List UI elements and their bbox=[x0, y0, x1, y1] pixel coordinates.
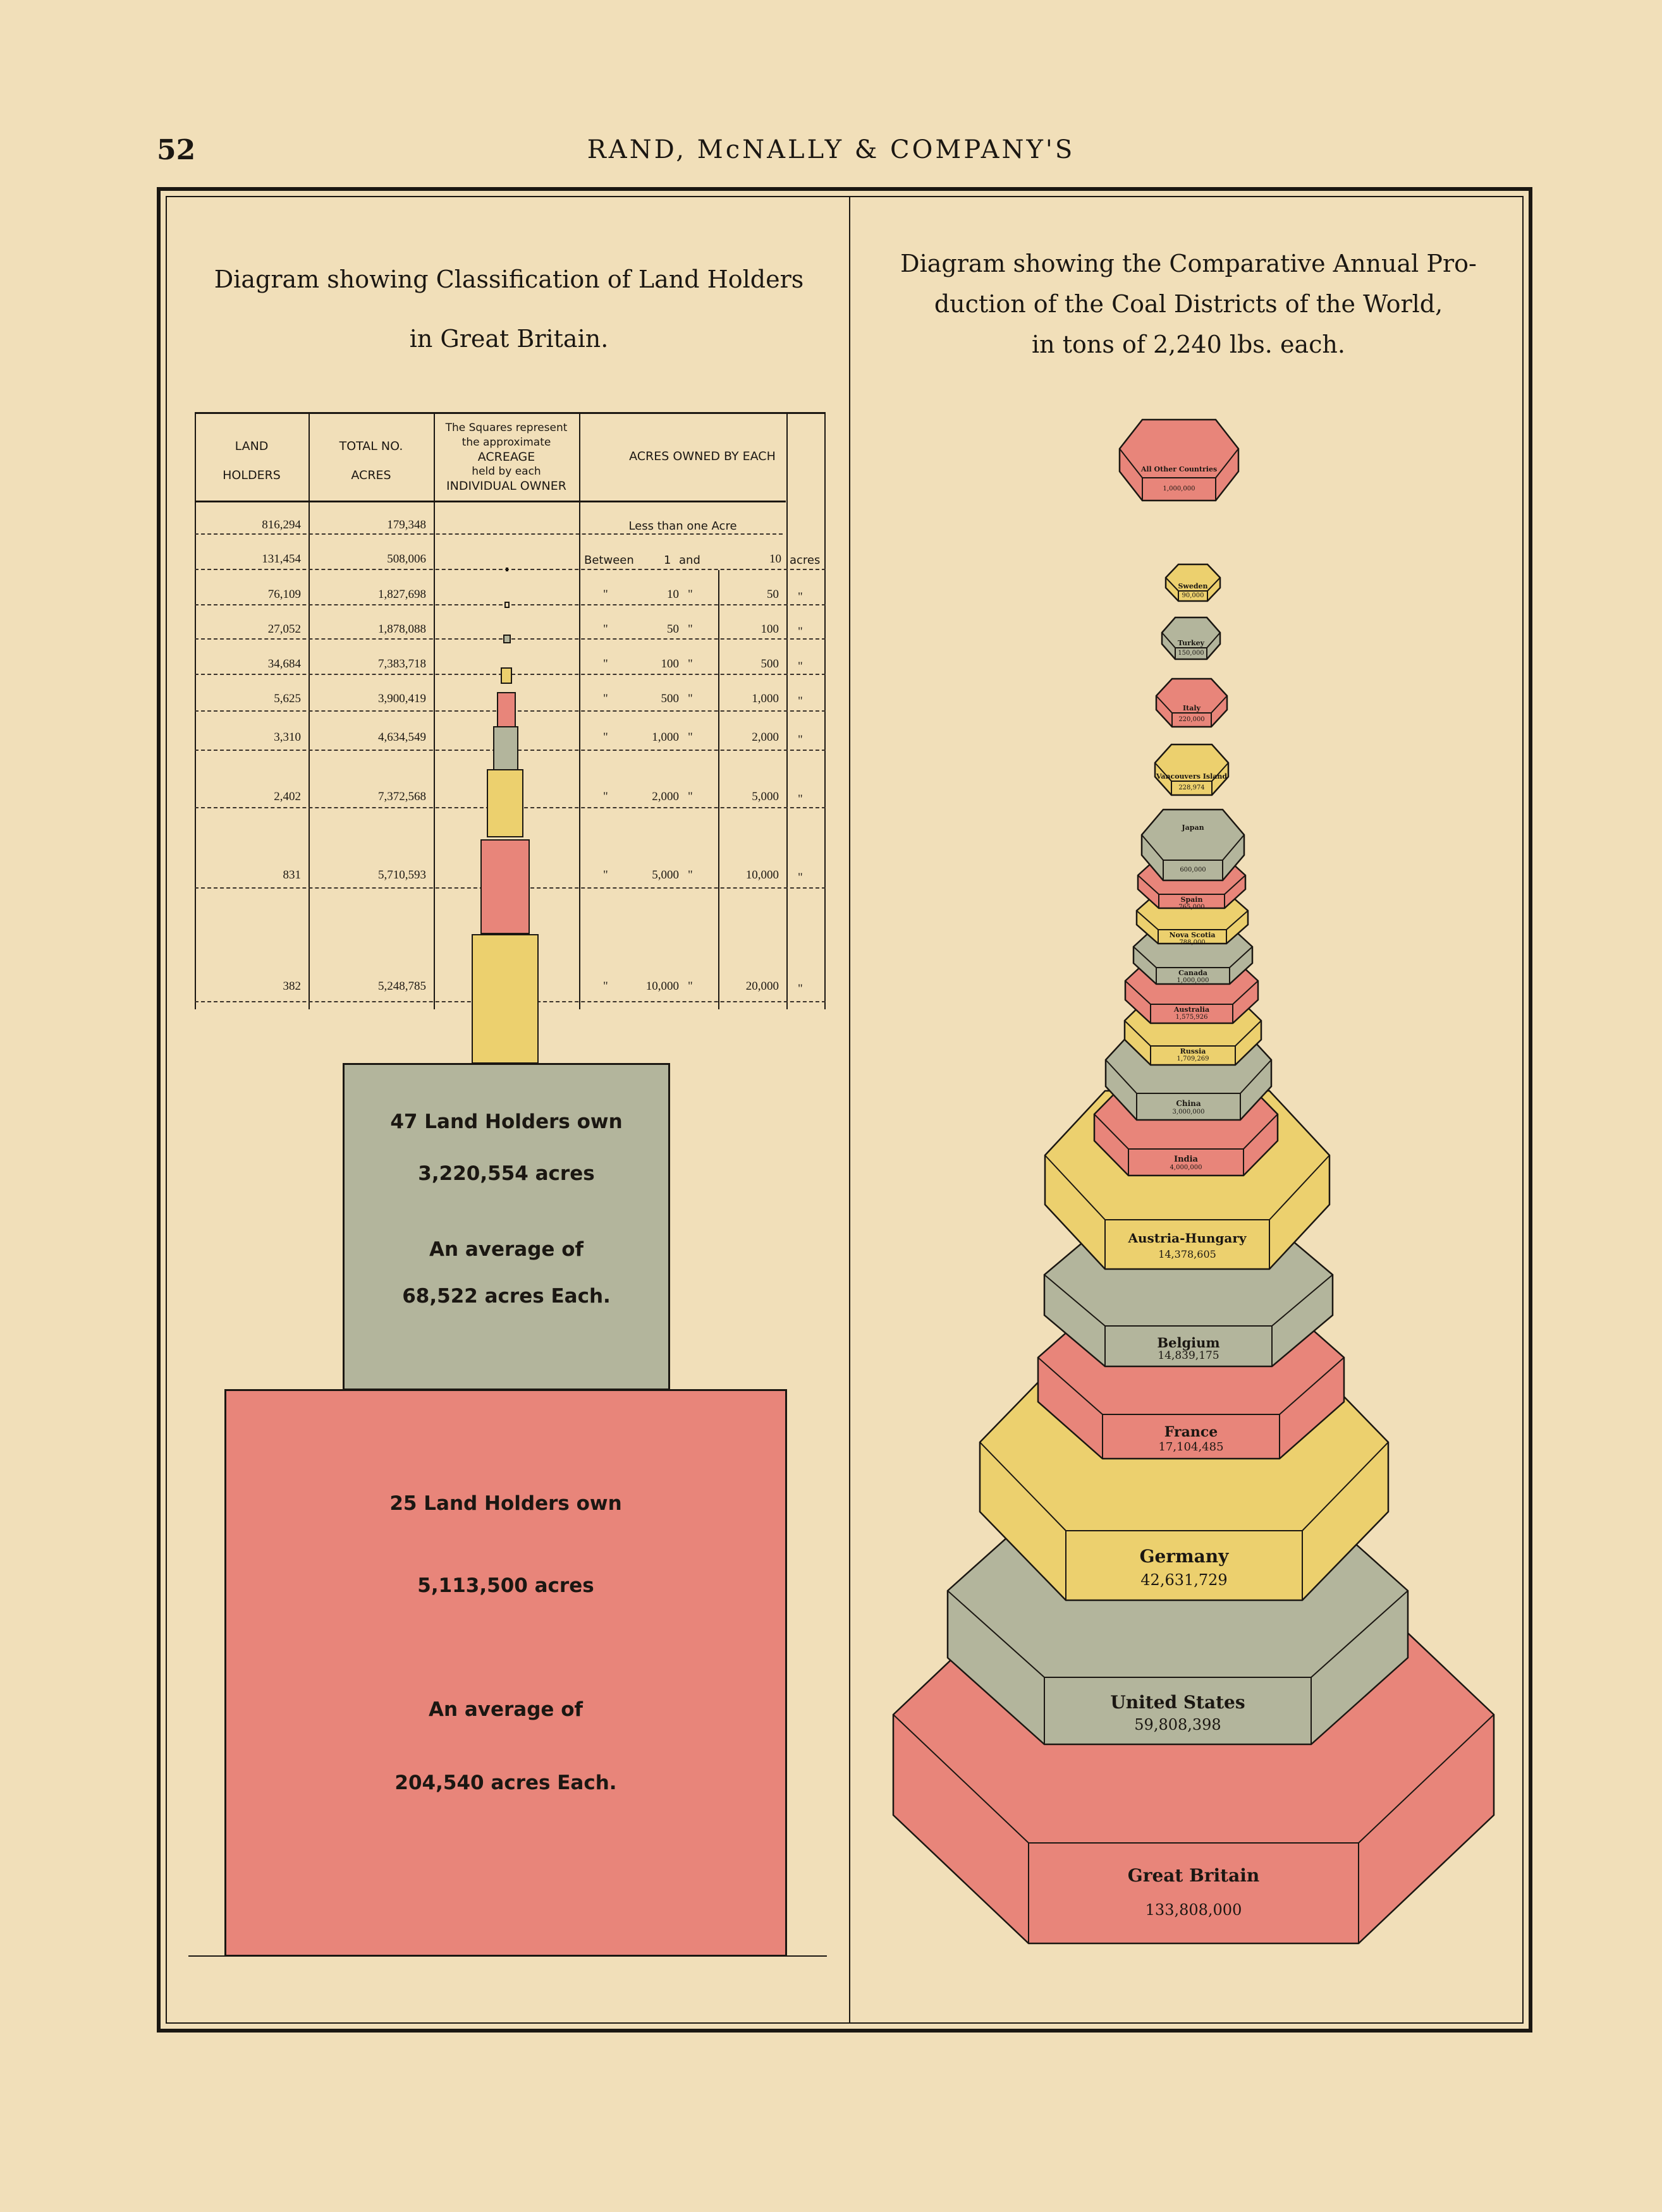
holders-cell: 2,402 bbox=[274, 790, 301, 803]
range-from: 1 bbox=[664, 554, 671, 567]
header-squares bbox=[434, 421, 579, 494]
panel-divider bbox=[849, 197, 850, 2022]
range-to: 10 bbox=[769, 552, 781, 566]
coal-tonnage-value: 133,808,000 bbox=[1145, 1901, 1242, 1919]
left-panel-baseline bbox=[188, 1955, 827, 1957]
holders-cell: 382 bbox=[283, 980, 301, 993]
acres-cell: 5,710,593 bbox=[378, 868, 426, 882]
left-panel-title bbox=[183, 259, 834, 359]
coal-country-name: Sweden bbox=[1178, 582, 1208, 590]
range-mid: " bbox=[688, 657, 693, 671]
running-head: RAND, McNALLY & COMPANY'S bbox=[587, 135, 1075, 164]
range-prefix: " bbox=[603, 588, 608, 601]
acres-cell: 179,348 bbox=[387, 518, 426, 532]
left-title-line2: in Great Britain. bbox=[409, 325, 609, 353]
coal-country-name: China bbox=[1176, 1099, 1201, 1108]
holders-cell: 5,625 bbox=[274, 692, 301, 705]
acres-cell: 1,827,698 bbox=[378, 588, 426, 601]
holders-cell: 76,109 bbox=[267, 588, 301, 601]
range-mid: " bbox=[688, 731, 693, 744]
acres-cell: 4,634,549 bbox=[378, 731, 426, 744]
table-header-rule bbox=[195, 501, 786, 502]
coal-tonnage-value: 90,000 bbox=[1182, 592, 1204, 599]
coal-prism-japan bbox=[1142, 810, 1244, 880]
range-prefix: " bbox=[603, 657, 608, 671]
header-acres-owned: ACRES OWNED BY EACH bbox=[629, 449, 776, 463]
range-unit: " bbox=[798, 871, 803, 884]
coal-tonnage-value: 600,000 bbox=[1180, 866, 1206, 873]
right-title-line2: duction of the Coal Districts of the World, bbox=[934, 290, 1443, 318]
coal-tonnage-value: 1,000,000 bbox=[1163, 485, 1195, 492]
right-title-line3: in tons of 2,240 lbs. each. bbox=[1032, 331, 1345, 358]
right-panel-title bbox=[860, 243, 1517, 365]
coal-country-name: Great Britain bbox=[1127, 1865, 1260, 1886]
coal-tonnage-value: 765,000 bbox=[1178, 904, 1205, 911]
range-unit: " bbox=[798, 660, 803, 673]
holders-cell: 27,052 bbox=[267, 623, 301, 636]
coal-prism-italy bbox=[1156, 679, 1227, 727]
acreage-square bbox=[497, 692, 516, 727]
range-mid: " bbox=[688, 868, 693, 882]
coal-country-name: Canada bbox=[1178, 969, 1207, 977]
holders-cell: 34,684 bbox=[267, 657, 301, 671]
range-to: 5,000 bbox=[752, 790, 779, 803]
land-holders-table bbox=[195, 412, 826, 1009]
range-unit: acres bbox=[790, 554, 821, 567]
coal-country-name: United States bbox=[1110, 1692, 1245, 1713]
coal-country-name: Belgium bbox=[1157, 1335, 1220, 1351]
holders-cell: 816,294 bbox=[262, 518, 301, 532]
coal-tonnage-value: 42,631,729 bbox=[1140, 1571, 1228, 1589]
coal-country-name: All Other Countries bbox=[1140, 465, 1218, 473]
header-land-holders bbox=[195, 439, 309, 483]
page-number: 52 bbox=[157, 134, 196, 166]
acreage-square bbox=[504, 602, 510, 608]
coal-tonnage-value: 4,000,000 bbox=[1170, 1164, 1202, 1171]
range-mid: " bbox=[688, 623, 693, 636]
coal-tonnage-value: 17,104,485 bbox=[1158, 1440, 1224, 1454]
range-to: 20,000 bbox=[745, 980, 779, 993]
range-prefix: Between bbox=[584, 554, 634, 567]
range-prefix: " bbox=[603, 731, 608, 744]
range-prefix: " bbox=[603, 623, 608, 636]
acres-cell: 3,900,419 bbox=[378, 692, 426, 705]
coal-country-name: Austria-Hungary bbox=[1128, 1231, 1247, 1246]
box-47-line3: An average of bbox=[429, 1238, 584, 1261]
range-to: 2,000 bbox=[752, 731, 779, 744]
row-separator bbox=[195, 604, 826, 605]
right-title-line1: Diagram showing the Comparative Annual Pro- bbox=[900, 250, 1477, 277]
coal-country-name: France bbox=[1164, 1424, 1218, 1440]
coal-tonnage-value: 59,808,398 bbox=[1134, 1716, 1221, 1734]
range-mid: " bbox=[688, 588, 693, 601]
header-text: The Squares represent bbox=[445, 422, 568, 434]
range-mid: and bbox=[679, 554, 700, 567]
acres-cell: 1,878,088 bbox=[378, 623, 426, 636]
coal-country-name: Turkey bbox=[1178, 639, 1204, 647]
acres-cell: 7,383,718 bbox=[378, 657, 426, 671]
range-unit: " bbox=[798, 590, 803, 604]
coal-tonnage-value: 150,000 bbox=[1178, 650, 1204, 657]
range-from: 1,000 bbox=[652, 731, 679, 744]
box-25-line3: An average of bbox=[428, 1698, 583, 1721]
left-title-line1: Diagram showing Classification of Land Holders bbox=[214, 265, 804, 293]
acreage-square bbox=[493, 726, 518, 770]
acres-cell: 5,248,785 bbox=[378, 980, 426, 993]
range-unit: " bbox=[798, 695, 803, 708]
row-separator bbox=[195, 533, 783, 535]
header-text: LAND bbox=[235, 439, 269, 453]
range-prefix: " bbox=[603, 692, 608, 705]
range-prefix: " bbox=[603, 868, 608, 882]
range-mid: " bbox=[688, 790, 693, 803]
coal-prism-sweden bbox=[1166, 564, 1220, 601]
header-text: held by each bbox=[472, 465, 541, 478]
acreage-square bbox=[472, 934, 539, 1064]
table-top-rule bbox=[195, 412, 826, 414]
box-25-line2: 5,113,500 acres bbox=[417, 1574, 594, 1597]
box-25-line1: 25 Land Holders own bbox=[389, 1492, 622, 1515]
coal-country-name: Vancouvers Island bbox=[1156, 772, 1228, 781]
coal-country-name: Russia bbox=[1180, 1047, 1206, 1055]
range-mid: " bbox=[688, 692, 693, 705]
box-47-line4: 68,522 acres Each. bbox=[402, 1285, 611, 1308]
coal-tonnage-value: 220,000 bbox=[1178, 716, 1205, 723]
coal-tonnage-value: 14,839,175 bbox=[1158, 1349, 1219, 1362]
range-from: 5,000 bbox=[652, 868, 679, 882]
range-prefix: " bbox=[603, 980, 608, 993]
coal-tonnage-value: 1,575,926 bbox=[1175, 1014, 1208, 1021]
coal-prism-turkey bbox=[1162, 617, 1220, 659]
box-25-line4: 204,540 acres Each. bbox=[394, 1771, 617, 1794]
coal-country-name: India bbox=[1174, 1155, 1198, 1164]
acreage-square bbox=[503, 635, 511, 643]
range-mid: " bbox=[688, 980, 693, 993]
box-25-landholders bbox=[224, 1389, 787, 1957]
header-text: the approximate bbox=[461, 436, 551, 449]
coal-country-name: Italy bbox=[1183, 704, 1201, 712]
acreage-square bbox=[487, 769, 523, 837]
range-unit: " bbox=[798, 733, 803, 746]
row-separator bbox=[195, 569, 826, 570]
acres-cell: 7,372,568 bbox=[378, 790, 426, 803]
range-to: 1,000 bbox=[752, 692, 779, 705]
coal-prism-all-other-countries bbox=[1120, 420, 1238, 501]
header-text: INDIVIDUAL OWNER bbox=[446, 479, 566, 493]
box-47-line1: 47 Land Holders own bbox=[390, 1110, 623, 1133]
coal-country-name: Spain bbox=[1180, 896, 1203, 904]
coal-tonnage-value: 1,000,000 bbox=[1176, 977, 1209, 984]
range-to: 10,000 bbox=[745, 868, 779, 882]
coal-country-name: Australia bbox=[1173, 1006, 1210, 1014]
acres-cell: 508,006 bbox=[387, 552, 426, 566]
holders-cell: 831 bbox=[283, 868, 301, 882]
header-total-acres bbox=[309, 439, 434, 483]
coal-country-name: Japan bbox=[1182, 823, 1204, 832]
box-47-landholders bbox=[343, 1063, 670, 1390]
range-unit: " bbox=[798, 793, 803, 806]
range-to: 50 bbox=[767, 588, 779, 601]
header-text: HOLDERS bbox=[223, 468, 281, 482]
range-from: 10,000 bbox=[645, 980, 679, 993]
header-text: TOTAL NO. bbox=[339, 439, 403, 453]
range-from: 100 bbox=[661, 657, 679, 671]
coal-country-name: Germany bbox=[1139, 1546, 1229, 1567]
range-from: 500 bbox=[661, 692, 679, 705]
holders-cell: 131,454 bbox=[262, 552, 301, 566]
range-unit: " bbox=[798, 982, 803, 995]
coal-tonnage-value: 1,709,269 bbox=[1176, 1055, 1209, 1062]
range-unit: " bbox=[798, 625, 803, 638]
header-text: ACRES bbox=[351, 468, 391, 482]
box-47-line2: 3,220,554 acres bbox=[418, 1162, 595, 1185]
range-to: 500 bbox=[761, 657, 779, 671]
range-prefix: " bbox=[603, 790, 608, 803]
coal-country-name: Nova Scotia bbox=[1169, 931, 1216, 939]
acreage-square bbox=[501, 667, 512, 684]
range-from: 10 bbox=[667, 588, 679, 601]
coal-tonnage-value: 14,378,605 bbox=[1158, 1248, 1216, 1260]
coal-tonnage-value: 228,974 bbox=[1178, 784, 1205, 791]
range-cell: Less than one Acre bbox=[628, 520, 737, 533]
holders-cell: 3,310 bbox=[274, 731, 301, 744]
coal-tonnage-value: 3,000,000 bbox=[1172, 1109, 1205, 1115]
range-from: 2,000 bbox=[652, 790, 679, 803]
acreage-square bbox=[506, 568, 508, 571]
coal-prism-vancouvers-island bbox=[1155, 744, 1228, 795]
range-to: 100 bbox=[761, 623, 779, 636]
range-from: 50 bbox=[667, 623, 679, 636]
coal-tonnage-value: 788,000 bbox=[1179, 939, 1206, 946]
header-text: ACREAGE bbox=[477, 450, 535, 464]
acreage-square bbox=[480, 839, 530, 934]
